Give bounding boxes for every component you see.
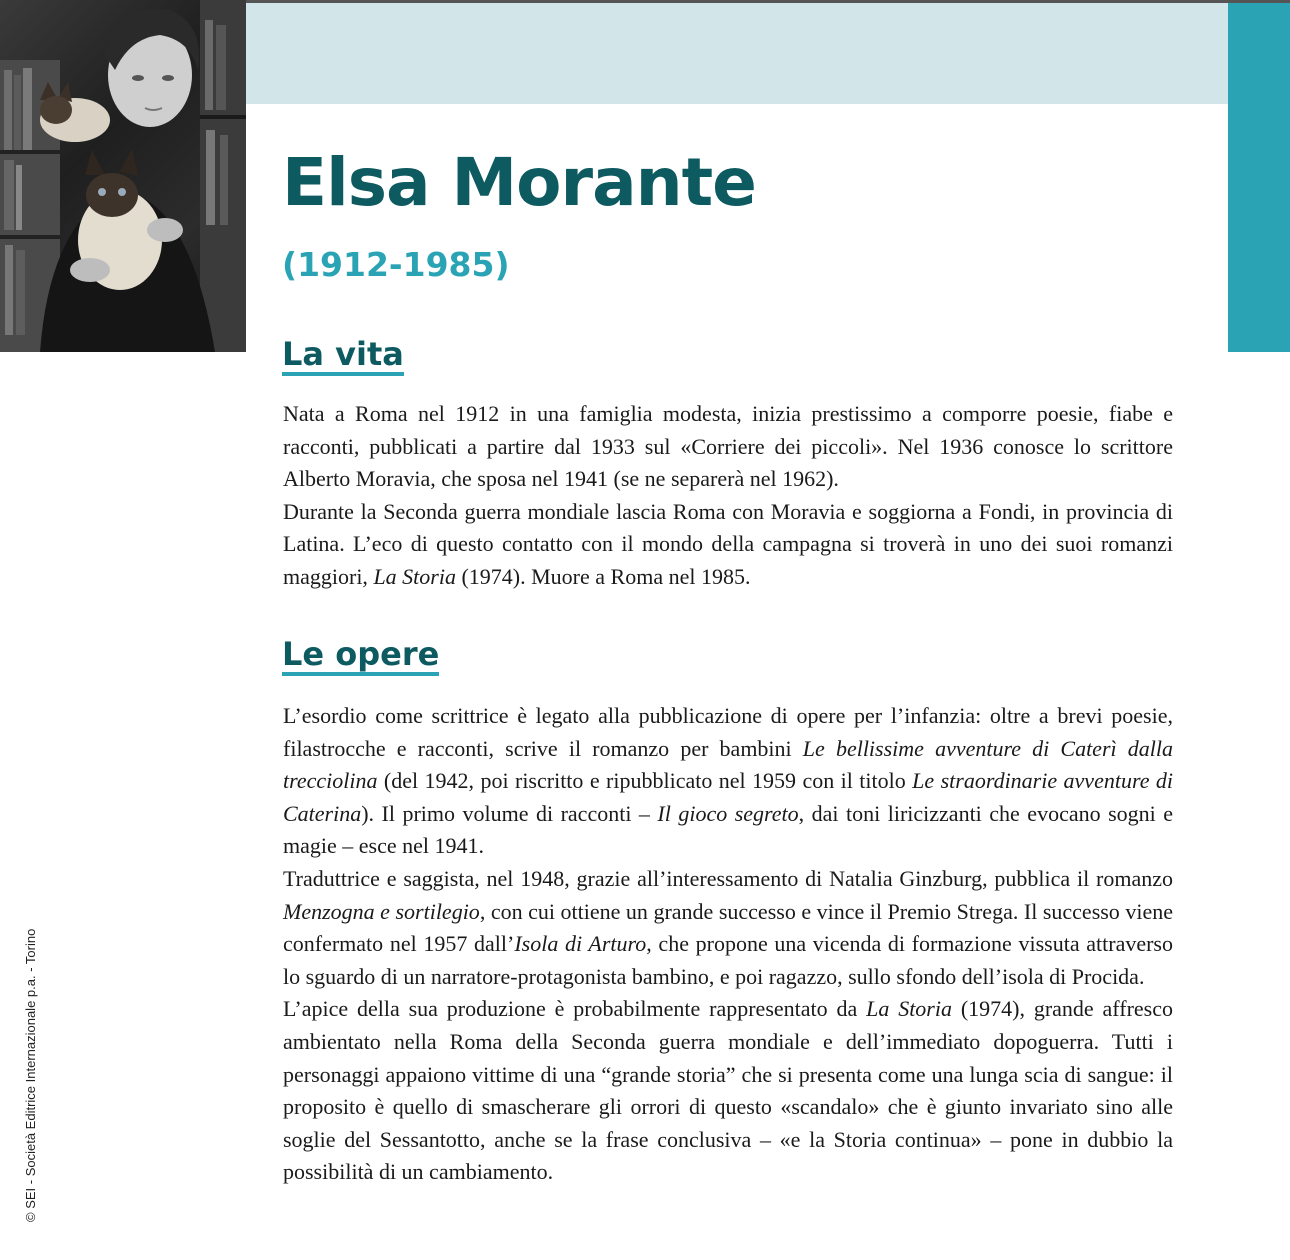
vita-p2-b: (1974). Muore a Roma nel 1985.: [455, 563, 751, 589]
opere-p1-c: ). Il primo volume di racconti –: [361, 800, 658, 826]
opere-p3-b: (1974), grande affresco ambientato nella Roma della Seconda guerra mondiale e dell’immediato dopoguerra. Tutti i personaggi appaiono vittime di una “grande storia” che si presenta come una lunga scia di sangue: il proposito è quello di smascherare gli orrori di questo «scandalo» che è giunto invariato sino alle soglie del Sessantotto, anche se la frase conclusiva – «e la Storia continua» – pone in dubbio la possibilità di un cambiamento.: [283, 996, 1173, 1185]
opere-p2-title1: Menzogna e sortilegio: [283, 898, 480, 924]
opere-p2-a: Traduttrice e saggista, nel 1948, grazie all’interessamento di Natalia Ginzburg, pubblica il romanzo: [283, 865, 1173, 891]
section-heading-la-vita: La vita: [282, 338, 404, 376]
page-title: Elsa Morante: [282, 144, 756, 221]
opere-p1-b: (del 1942, poi riscritto e ripubblicato nel 1959 con il titolo: [377, 768, 913, 794]
opere-p2-b: , con cui ottiene un grande successo e vince il Premio Strega. Il successo viene confermato nel 1957 dall’: [283, 898, 1173, 957]
opere-p1-title1: Le bellissime avventure di Caterì dalla trecciolina: [283, 735, 1173, 794]
section-heading-le-opere: Le opere: [282, 638, 439, 676]
opere-p1-a: L’esordio come scrittrice è legato alla pubblicazione di opere per l’infanzia: oltre a brevi poesie, filastrocche e racconti, scrive il romanzo per bambini: [283, 703, 1173, 761]
opere-p1-title3: Il gioco segreto: [657, 800, 799, 826]
copyright-credit: © SEI - Società Editrice Internazionale p.a. - Torino: [23, 928, 38, 1222]
opere-p1-d: , dai toni liricizzanti che evocano sogni e magie – esce nel 1941.: [283, 800, 1174, 859]
opere-p3-a: L’apice della sua produzione è probabilmente rappresentato da: [283, 996, 867, 1022]
accent-side-bar: [1228, 3, 1290, 352]
vita-p2-a: Durante la Seconda guerra mondiale lascia Roma con Moravia e soggiorna a Fondi, in provincia di Latina. L’eco di questo contatto con il mondo della campagna si troverà in uno dei suoi romanzi maggiori,: [283, 498, 1173, 589]
header-band: [246, 3, 1228, 104]
portrait-illustration: [0, 0, 246, 352]
author-portrait-photo: [0, 0, 246, 352]
life-dates: (1912-1985): [282, 245, 510, 284]
vita-p1: Nata a Roma nel 1912 in una famiglia modesta, inizia prestissimo a comporre poesie, fiabe e racconti, pubblicati a partire dal 1933 sul «Corriere dei piccoli». Nel 1936 conosce lo scrittore Alberto Moravia, che sposa nel 1941 (se ne separerà nel 1962).: [283, 401, 1173, 492]
vita-p2-title: La Storia: [373, 563, 456, 589]
opere-p1-title2: Le straordinarie avventure di Caterina: [283, 768, 1173, 826]
opere-p2-c: , che propone una vicenda di formazione vissuta attraverso lo sguardo di un narratore-protagonista bambino, e poi ragazzo, sullo sfondo dell’isola di Procida.: [283, 931, 1173, 989]
opere-p3-title1: La Storia: [866, 996, 952, 1022]
opere-p2-title2: Isola di Arturo: [514, 931, 647, 957]
opere-text: [283, 700, 1173, 1189]
vita-text: [283, 398, 1173, 594]
